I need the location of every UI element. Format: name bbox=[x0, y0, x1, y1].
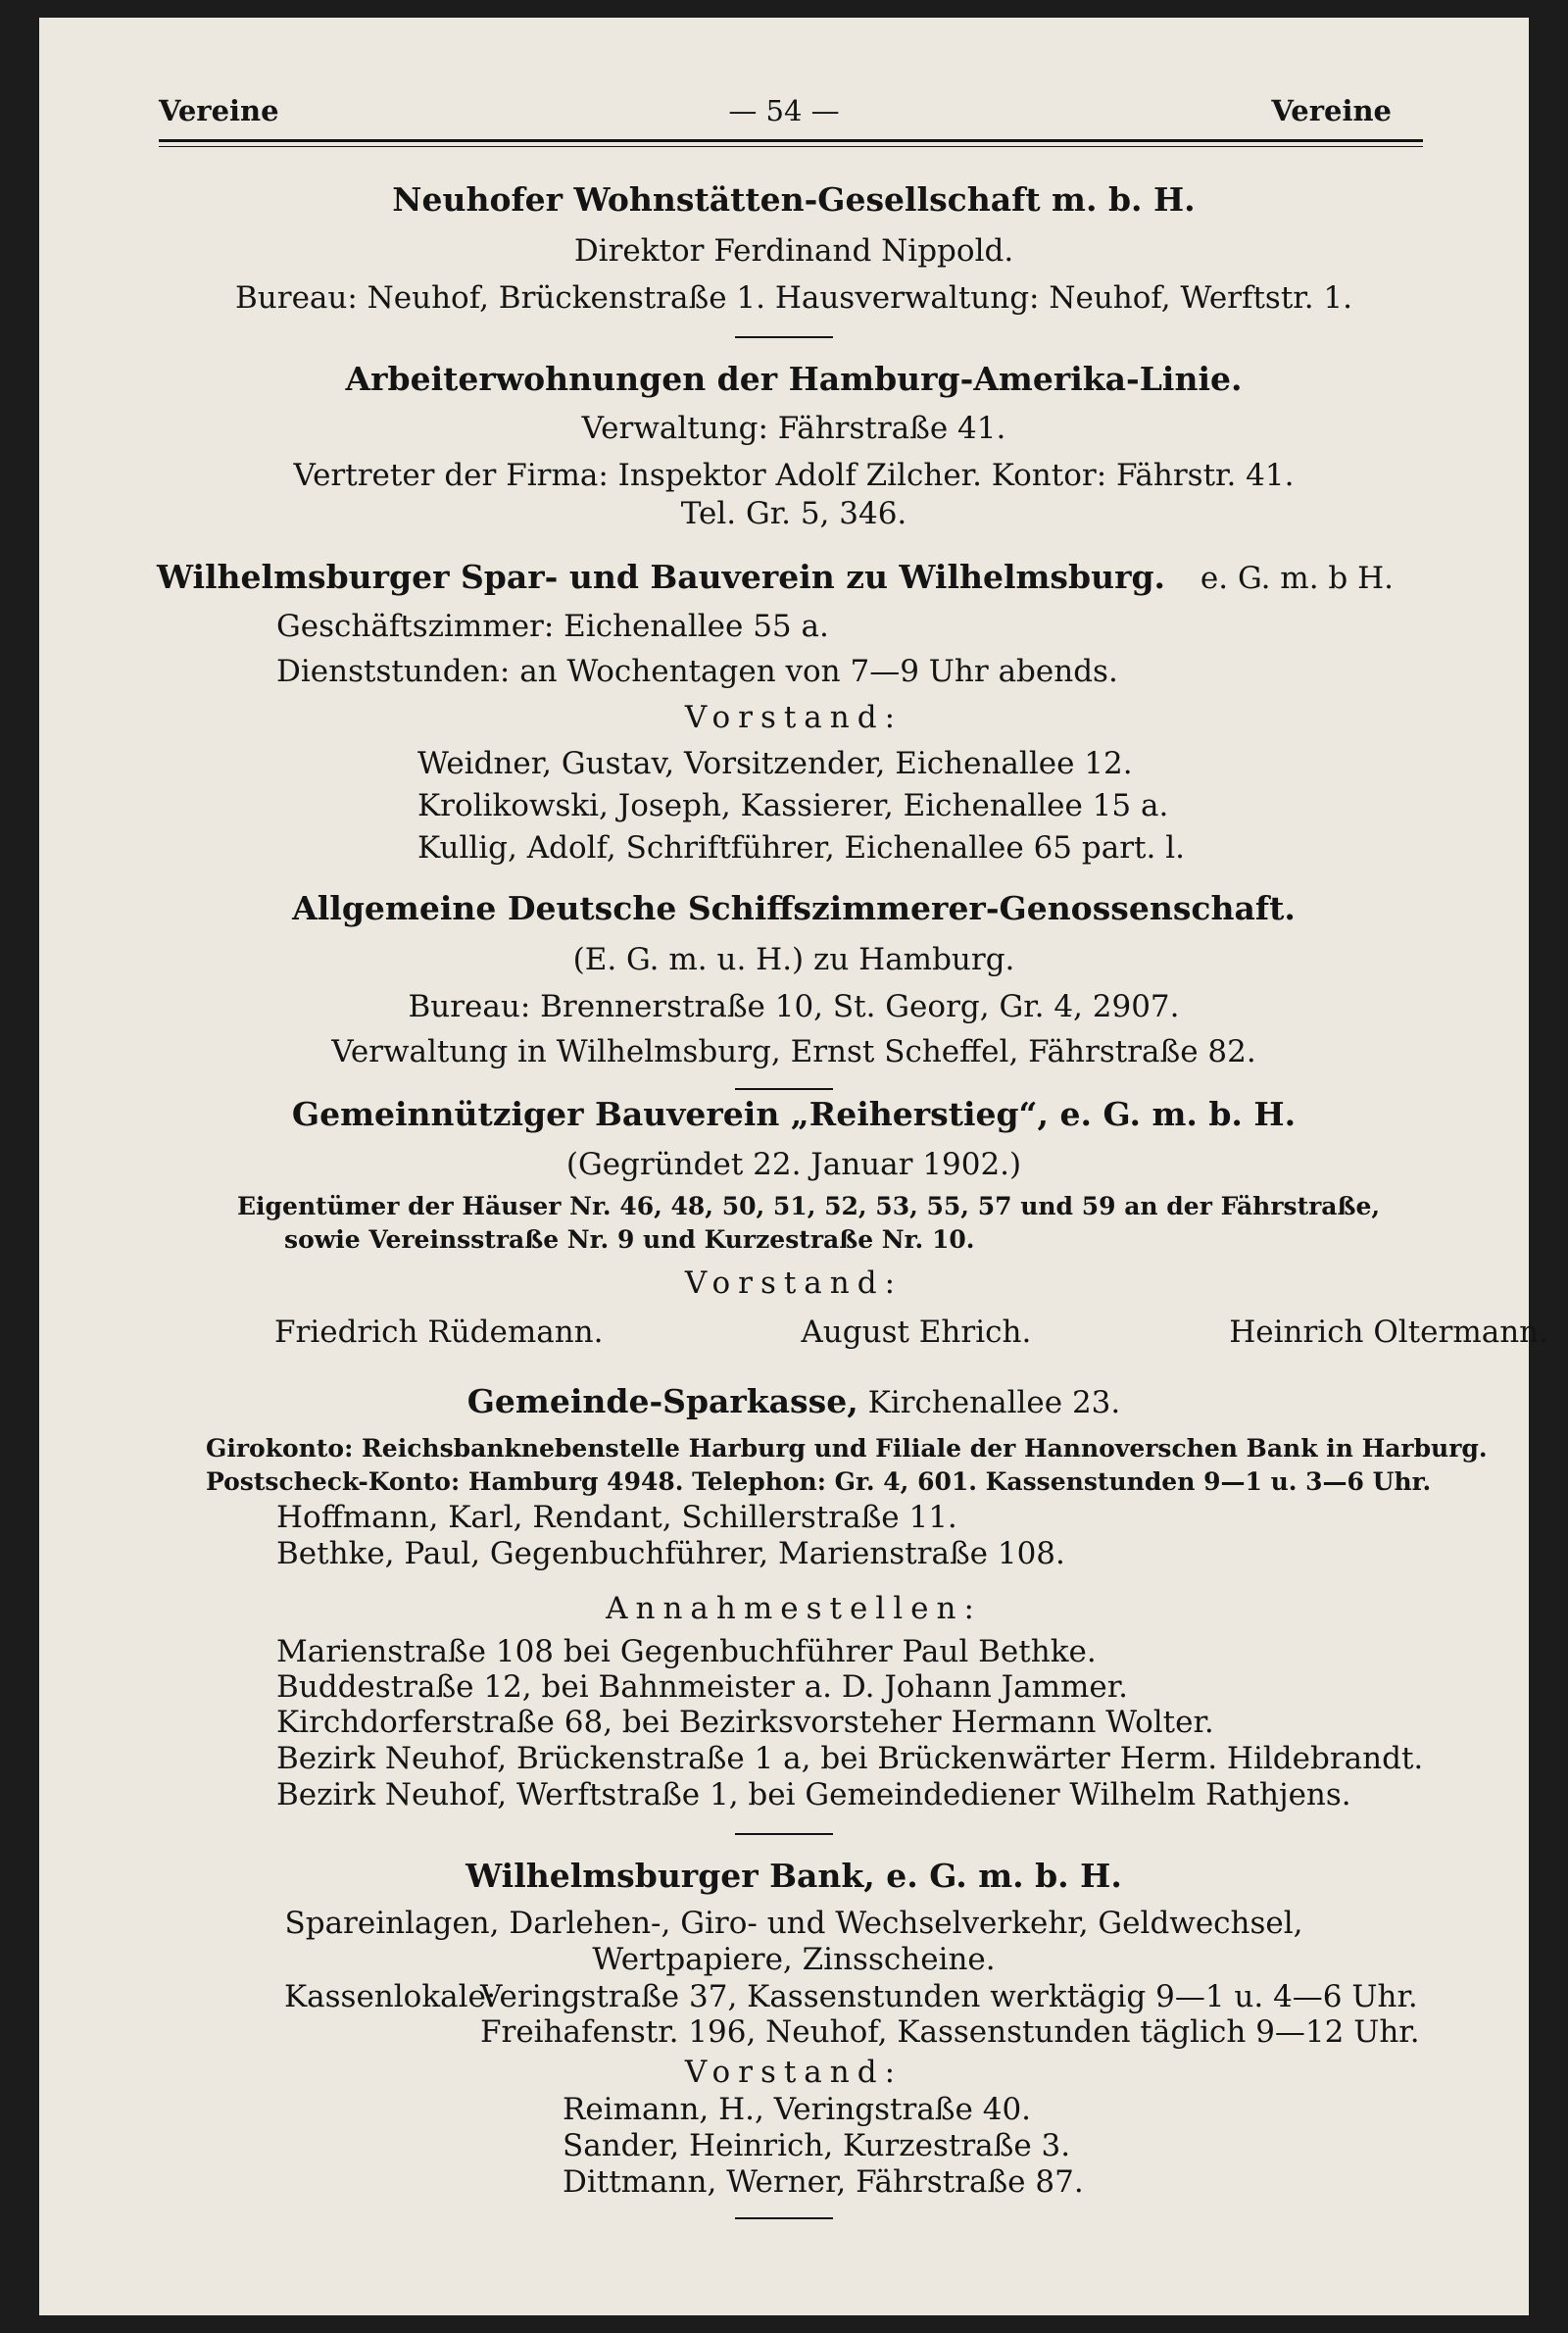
list-item: Weidner, Gustav, Vorsitzender, Eichenallee 12. bbox=[417, 746, 1133, 781]
bureau-line: Bureau: Neuhof, Brückenstraße 1. Hausverwaltung: Neuhof, Werftstr. 1. bbox=[235, 280, 1352, 316]
section-title-schiffszimmerer: Allgemeine Deutsche Schiffszimmerer-Genossenschaft. bbox=[292, 889, 1296, 927]
running-head-left: Vereine bbox=[159, 94, 279, 127]
owner-line-2: sowie Vereinsstraße Nr. 9 und Kurzestraße Nr. 10. bbox=[284, 1225, 975, 1254]
list-item: August Ehrich. bbox=[801, 1315, 1032, 1350]
list-item: Buddestraße 12, bei Bahnmeister a. D. Johann Jammer. bbox=[276, 1669, 1128, 1705]
sparkasse-address: Kirchenallee 23. bbox=[867, 1385, 1121, 1420]
list-item: Dittmann, Werner, Fährstraße 87. bbox=[563, 2164, 1084, 2200]
section-title-bank: Wilhelmsburger Bank, e. G. m. b. H. bbox=[466, 1857, 1122, 1895]
list-item: Marienstraße 108 bei Gegenbuchführer Paul Bethke. bbox=[276, 1634, 1097, 1669]
founded-line: (Gegründet 22. Januar 1902.) bbox=[565, 1147, 1022, 1182]
bank-services-line-2: Wertpapiere, Zinsscheine. bbox=[592, 1942, 996, 1977]
cooperative-form: (E. G. m. u. H.) zu Hamburg. bbox=[572, 942, 1015, 977]
list-item: Heinrich Oltermann. bbox=[1229, 1315, 1548, 1350]
list-item: Sander, Heinrich, Kurzestraße 3. bbox=[563, 2128, 1071, 2163]
vorstand-heading: Vorstand: bbox=[684, 700, 904, 735]
list-item: Bethke, Paul, Gegenbuchführer, Marienstraße 108. bbox=[276, 1536, 1065, 1571]
verwaltung-line: Verwaltung in Wilhelmsburg, Ernst Scheffel, Fährstraße 82. bbox=[331, 1034, 1256, 1069]
bank-services-line-1: Spareinlagen, Darlehen-, Giro- und Wechselverkehr, Geldwechsel, bbox=[284, 1906, 1303, 1941]
kassen-item: Freihafenstr. 196, Neuhof, Kassenstunden täglich 9—12 Uhr. bbox=[480, 2014, 1420, 2050]
header-rule-thin bbox=[159, 146, 1423, 147]
spar-bauverein-form: e. G. m. b H. bbox=[1200, 561, 1395, 596]
section-title-reiherstieg: Gemeinnütziger Bauverein „Reiherstieg“, e. G. m. b. H. bbox=[291, 1095, 1297, 1133]
kassen-row-1 bbox=[157, 1978, 1431, 2015]
office-line: Geschäftszimmer: Eichenallee 55 a. bbox=[276, 609, 829, 644]
kassenlokale-label: Kassenlokale: bbox=[284, 1979, 497, 2014]
vorstand-heading: Vorstand: bbox=[684, 1266, 904, 1301]
list-item: Bezirk Neuhof, Brückenstraße 1 a, bei Brückenwärter Herm. Hildebrandt. bbox=[276, 1741, 1424, 1776]
annahmestellen-heading: Annahmestellen: bbox=[606, 1591, 982, 1626]
header-rule bbox=[159, 139, 1423, 142]
section-title-neuhofer: Neuhofer Wohnstätten-Gesellschaft m. b. H. bbox=[392, 180, 1196, 219]
kassen-row-2 bbox=[157, 2013, 1431, 2051]
giro-line: Girokonto: Reichsbanknebenstelle Harburg und Filiale der Hannoverschen Bank in Harburg. bbox=[206, 1434, 1488, 1463]
vorstand-heading: Vorstand: bbox=[684, 2055, 904, 2090]
postscheck-line: Postscheck-Konto: Hamburg 4948. Telephon: Gr. 4, 601. Kassenstunden 9—1 u. 3—6 Uhr. bbox=[206, 1467, 1432, 1496]
list-item: Krolikowski, Joseph, Kassierer, Eichenallee 15 a. bbox=[417, 788, 1169, 823]
director-line: Direktor Ferdinand Nippold. bbox=[573, 233, 1014, 269]
list-item: Friedrich Rüdemann. bbox=[274, 1315, 604, 1350]
telephone-line: Tel. Gr. 5, 346. bbox=[680, 496, 907, 531]
vorstand-row bbox=[157, 1314, 1568, 1351]
kassen-indent bbox=[157, 2013, 480, 2051]
section-title-sparkasse bbox=[157, 1383, 1431, 1421]
list-item: Hoffmann, Karl, Rendant, Schillerstraße 11. bbox=[276, 1500, 957, 1535]
document-page bbox=[39, 18, 1548, 2315]
page-number: — 54 — bbox=[728, 94, 840, 127]
list-item: Reimann, H., Veringstraße 40. bbox=[563, 2092, 1032, 2127]
list-item: Kirchdorferstraße 68, bei Bezirksvorsteher Hermann Wolter. bbox=[276, 1705, 1214, 1740]
owner-line-1: Eigentümer der Häuser Nr. 46, 48, 50, 51, 52, 53, 55, 57 und 59 an der Fährstraße, bbox=[237, 1192, 1381, 1220]
sparkasse-name: Gemeinde-Sparkasse, bbox=[466, 1382, 858, 1420]
list-item: Bezirk Neuhof, Werftstraße 1, bei Gemeindediener Wilhelm Rathjens. bbox=[276, 1777, 1351, 1812]
list-item: Kullig, Adolf, Schriftführer, Eichenallee 65 part. l. bbox=[417, 830, 1185, 866]
verwaltung-line: Verwaltung: Fährstraße 41. bbox=[581, 411, 1006, 446]
spar-bauverein-name: Wilhelmsburger Spar- und Bauverein zu Wilhelmsburg. bbox=[157, 558, 1166, 596]
hours-line: Dienststunden: an Wochentagen von 7—9 Uhr abends. bbox=[276, 654, 1118, 689]
bureau-line: Bureau: Brennerstraße 10, St. Georg, Gr. 4, 2907. bbox=[408, 989, 1180, 1024]
kassen-item: Veringstraße 37, Kassenstunden werktägig 9—1 u. 4—6 Uhr. bbox=[480, 1979, 1418, 2014]
section-title-spar-bauverein bbox=[157, 559, 1431, 597]
vertreter-line: Vertreter der Firma: Inspektor Adolf Zilcher. Kontor: Fährstr. 41. bbox=[293, 458, 1295, 493]
section-title-hapag: Arbeiterwohnungen der Hamburg-Amerika-Linie. bbox=[345, 360, 1243, 398]
running-head-right: Vereine bbox=[1271, 94, 1392, 127]
